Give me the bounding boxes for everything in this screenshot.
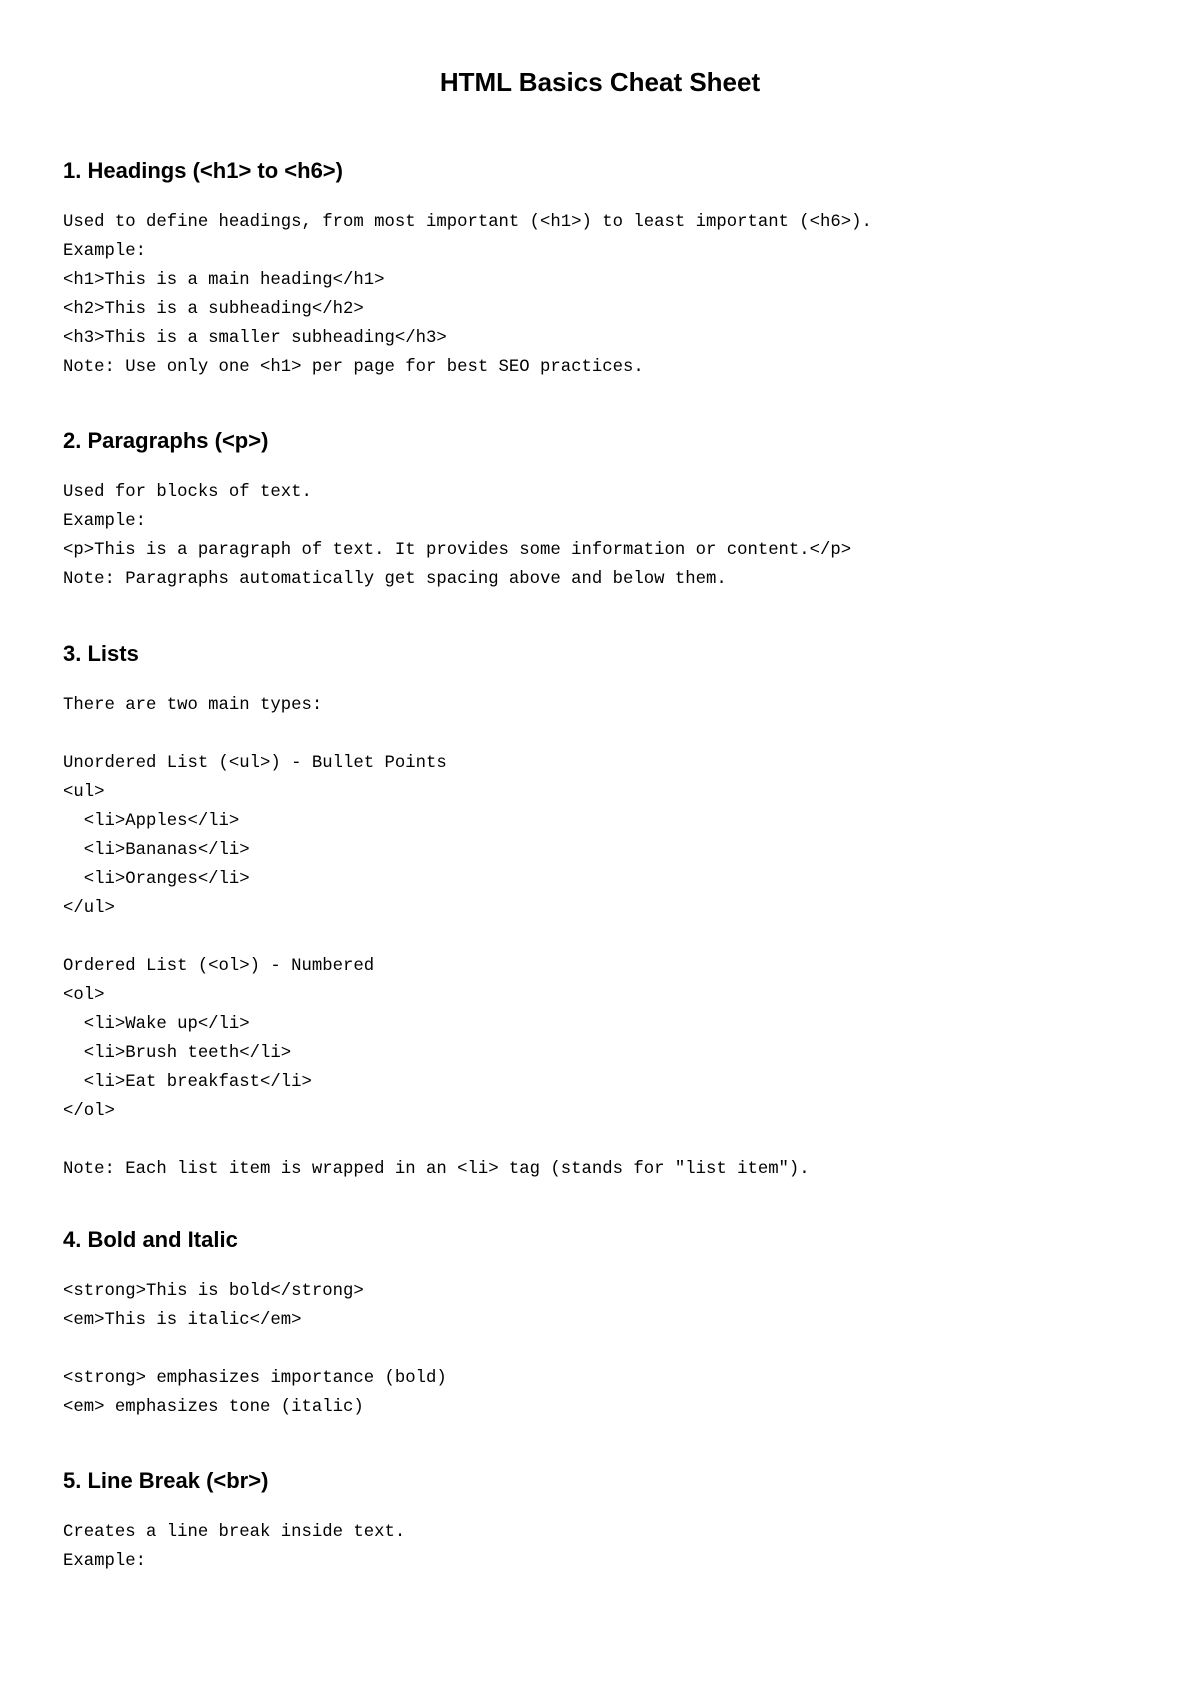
- section-body: [63, 1277, 1143, 1422]
- code-line: <h3>This is a smaller subheading</h3>: [63, 329, 447, 348]
- code-line: <li>Eat breakfast</li>: [63, 1073, 312, 1092]
- note-line: Note: Use only one <h1> per page for best SEO practices.: [63, 358, 644, 377]
- page-title: HTML Basics Cheat Sheet: [439, 67, 761, 97]
- section-heading: 4. Bold and Italic: [63, 1227, 238, 1252]
- section-heading: 2. Paragraphs (<p>): [63, 428, 269, 453]
- note-line: Note: Each list item is wrapped in an <li> tag (stands for "list item").: [63, 1160, 810, 1179]
- code-line: <em>This is italic</em>: [63, 1311, 302, 1330]
- text-line: Creates a line break inside text.: [63, 1523, 406, 1542]
- section-line-break: [63, 1467, 1143, 1576]
- code-line: <h1>This is a main heading</h1>: [63, 271, 385, 290]
- text-line: Used to define headings, from most important (<h1>) to least important (<h6>).: [63, 213, 872, 232]
- code-line: <strong>This is bold</strong>: [63, 1282, 364, 1301]
- text-line: Example:: [63, 512, 146, 531]
- code-line: <ul>: [63, 783, 105, 802]
- text-line: <strong> emphasizes importance (bold): [63, 1369, 447, 1388]
- blank-line: [63, 1126, 1143, 1155]
- code-line: <li>Brush teeth</li>: [63, 1044, 292, 1063]
- section-body: [63, 478, 1143, 594]
- section-body: [63, 691, 1143, 1184]
- text-line: Example:: [63, 242, 146, 261]
- section-lists: [63, 640, 1143, 1184]
- text-line: Used for blocks of text.: [63, 483, 312, 502]
- section-bold-italic: [63, 1226, 1143, 1422]
- code-line: <li>Wake up</li>: [63, 1015, 250, 1034]
- note-line: Note: Paragraphs automatically get spacing above and below them.: [63, 570, 727, 589]
- text-line: There are two main types:: [63, 696, 323, 715]
- text-line: Unordered List (<ul>) - Bullet Points: [63, 754, 447, 773]
- blank-line: [63, 923, 1143, 952]
- blank-line: [63, 1335, 1143, 1364]
- section-headings: [63, 157, 1143, 382]
- section-heading: 1. Headings (<h1> to <h6>): [63, 158, 343, 183]
- text-line: <em> emphasizes tone (italic): [63, 1398, 364, 1417]
- code-line: </ol>: [63, 1102, 115, 1121]
- text-line: Ordered List (<ol>) - Numbered: [63, 957, 375, 976]
- blank-line: [63, 720, 1143, 749]
- section-heading: 5. Line Break (<br>): [63, 1468, 269, 1493]
- section-paragraphs: [63, 427, 1143, 594]
- section-body: [63, 208, 1143, 382]
- code-line: <li>Bananas</li>: [63, 841, 250, 860]
- section-heading: 3. Lists: [63, 641, 139, 666]
- text-line: Example:: [63, 1552, 146, 1571]
- code-line: <li>Apples</li>: [63, 812, 240, 831]
- section-body: [63, 1518, 1143, 1576]
- code-line: </ul>: [63, 899, 115, 918]
- code-line: <li>Oranges</li>: [63, 870, 250, 889]
- code-line: <p>This is a paragraph of text. It provides some information or content.</p>: [63, 541, 852, 560]
- code-line: <ol>: [63, 986, 105, 1005]
- code-line: <h2>This is a subheading</h2>: [63, 300, 364, 319]
